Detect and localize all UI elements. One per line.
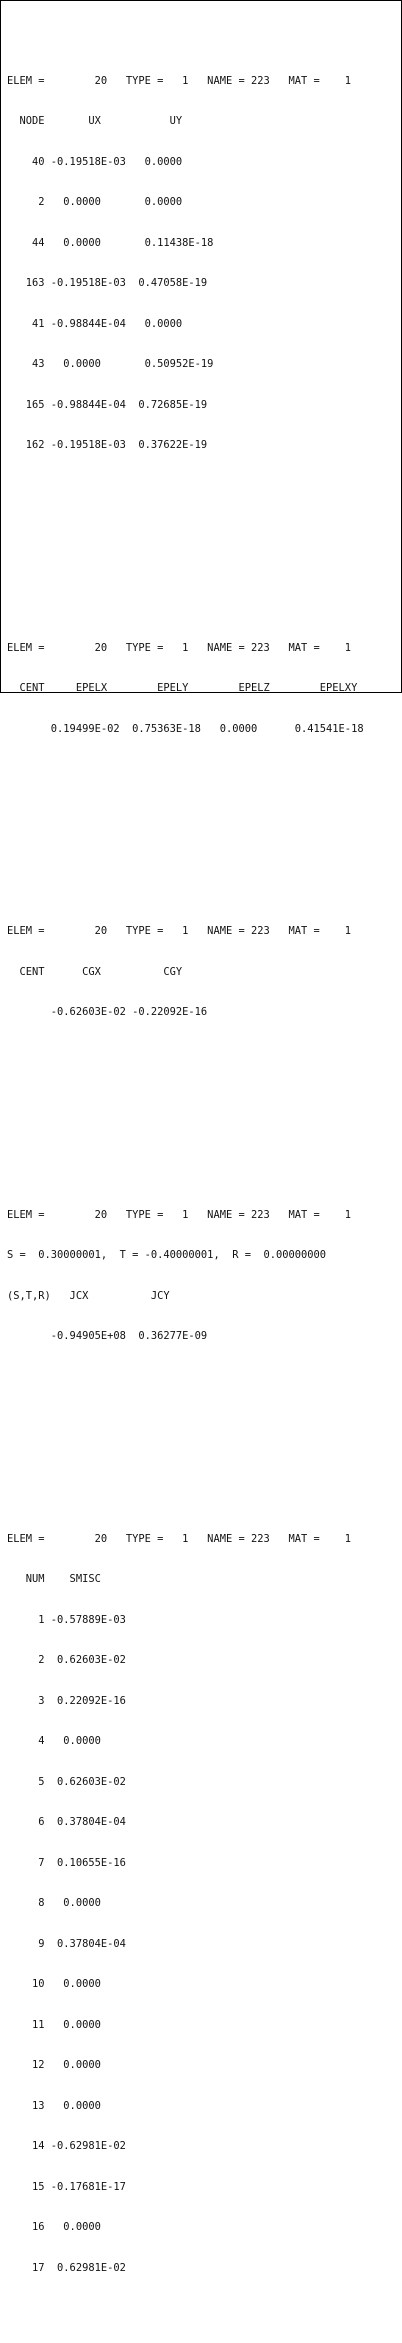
data-row: 8 0.0000 — [7, 1897, 101, 1909]
data-row: 41 -0.98844E-04 0.0000 — [7, 317, 183, 330]
data-row: 163 -0.19518E-03 0.47058E-19 — [7, 277, 208, 289]
blank-lines — [7, 520, 399, 574]
data-row: 14 -0.62981E-02 — [7, 2140, 126, 2152]
element-header-line: ELEM = 20 TYPE = 1 NAME = 223 MAT = 1 — [7, 925, 352, 937]
blank-lines — [7, 804, 399, 858]
column-header-line: NODE UX UY — [7, 115, 183, 127]
column-header-line: CENT EPELX EPELY EPELZ EPELXY — [7, 682, 358, 694]
data-row: -0.62603E-02 -0.22092E-16 — [7, 1006, 208, 1018]
data-row: 162 -0.19518E-03 0.37622E-19 — [7, 439, 208, 451]
integration-point-section — [7, 1182, 399, 1371]
element-results-listing — [7, 7, 399, 2343]
element-header-line: ELEM = 20 TYPE = 1 NAME = 223 MAT = 1 — [7, 1208, 352, 1221]
column-header-line: CENT CGX CGY — [7, 965, 183, 978]
element-header-line: ELEM = 20 TYPE = 1 NAME = 223 MAT = 1 — [7, 1532, 352, 1545]
data-row: 40 -0.19518E-03 0.0000 — [7, 155, 183, 168]
nodal-displacement-section — [7, 48, 399, 480]
data-row: 43 0.0000 0.50952E-19 — [7, 358, 214, 370]
smisc-section — [7, 1506, 399, 2303]
data-row: 16 0.0000 — [7, 2221, 101, 2233]
data-row: 13 0.0000 — [7, 2099, 101, 2112]
elastic-strain-section — [7, 615, 399, 764]
coordinate-line: S = 0.30000001, T = -0.40000001, R = 0.00000000 — [7, 1249, 327, 1261]
data-row: 6 0.37804E-04 — [7, 1816, 126, 1828]
data-row: 17 0.62981E-02 — [7, 2261, 126, 2274]
data-row: 2 0.0000 0.0000 — [7, 196, 183, 208]
data-row: 165 -0.98844E-04 0.72685E-19 — [7, 398, 208, 411]
data-row: 7 0.10655E-16 — [7, 1856, 126, 1869]
data-row: 11 0.0000 — [7, 2018, 101, 2031]
data-row: 3 0.22092E-16 — [7, 1694, 126, 1707]
column-header-line: (S,T,R) JCX JCY — [7, 1289, 170, 1302]
blank-lines — [7, 1087, 399, 1141]
data-row: 0.19499E-02 0.75363E-18 0.0000 0.41541E-18 — [7, 722, 364, 735]
data-row: 44 0.0000 0.11438E-18 — [7, 236, 214, 249]
data-row: 1 -0.57889E-03 — [7, 1613, 126, 1626]
data-row: 4 0.0000 — [7, 1735, 101, 1747]
data-row: 10 0.0000 — [7, 1978, 101, 1990]
element-header-line: ELEM = 20 TYPE = 1 NAME = 223 MAT = 1 — [7, 74, 352, 87]
data-row: -0.94905E+08 0.36277E-09 — [7, 1330, 208, 1342]
blank-lines — [7, 1411, 399, 1465]
centroid-section — [7, 898, 399, 1047]
column-header-line: NUM SMISC — [7, 1573, 101, 1585]
data-row: 2 0.62603E-02 — [7, 1654, 126, 1666]
element-header-line: ELEM = 20 TYPE = 1 NAME = 223 MAT = 1 — [7, 641, 352, 654]
data-row: 9 0.37804E-04 — [7, 1937, 126, 1950]
data-row: 12 0.0000 — [7, 2059, 101, 2071]
data-row: 15 -0.17681E-17 — [7, 2180, 126, 2193]
data-row: 5 0.62603E-02 — [7, 1775, 126, 1788]
